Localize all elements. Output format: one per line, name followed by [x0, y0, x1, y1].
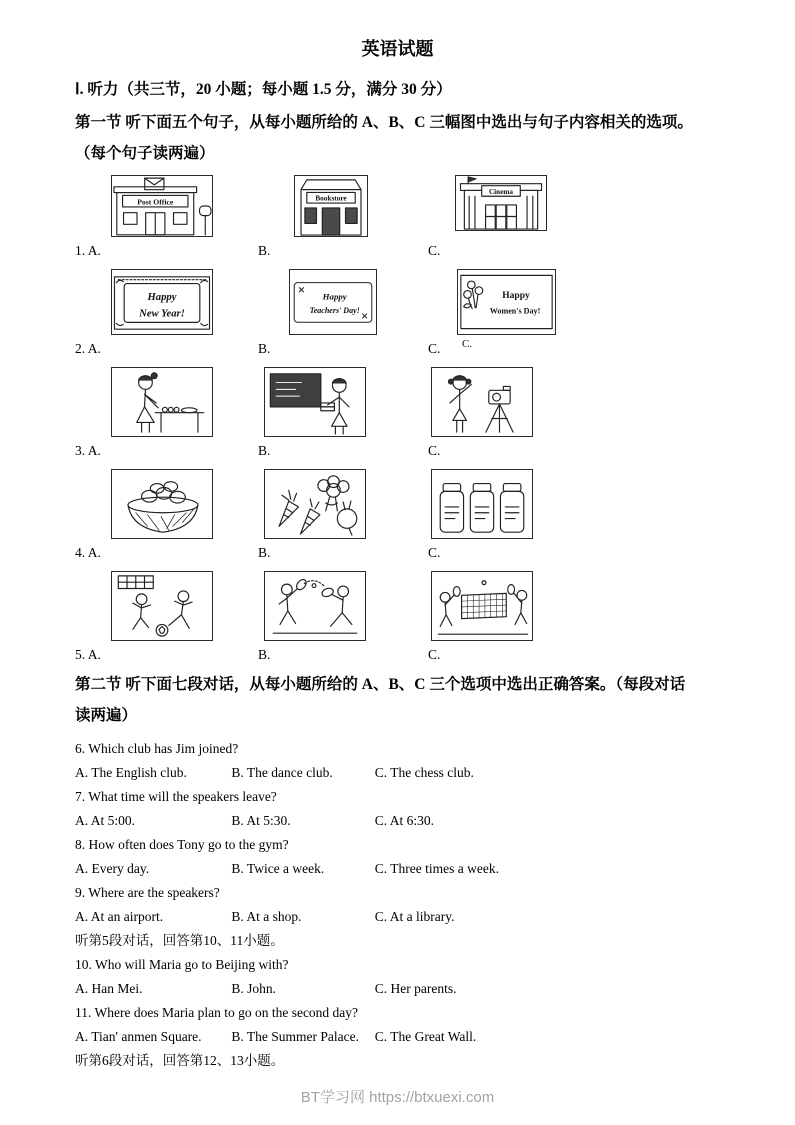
picture-row-3-labels	[75, 441, 720, 460]
question-6: 6. Which club has Jim joined?	[75, 741, 239, 756]
womens-day-text-line1: Happy	[502, 291, 530, 302]
bookstore-image	[294, 175, 368, 237]
option-label-1b: B.	[258, 243, 271, 258]
q10-option-a: A. Han Mei.	[75, 981, 143, 996]
question-11-options	[75, 1025, 720, 1049]
stray-option-c-label: C.	[462, 338, 473, 350]
post-office-sign-text: Post Office	[137, 197, 174, 207]
question-10: 10. Who will Maria go to Beijing with?	[75, 957, 289, 972]
question-8: 8. How often does Tony go to the gym?	[75, 837, 289, 852]
teacher-at-blackboard-image	[264, 367, 366, 437]
q8-option-a: A. Every day.	[75, 861, 150, 876]
picture-row-1	[75, 175, 720, 237]
picture-row-4-labels	[75, 543, 720, 562]
picture-row-5	[75, 571, 720, 641]
bookstore-sign-text: Bookstore	[315, 194, 347, 203]
q6-option-c: C. The chess club.	[374, 765, 474, 780]
section2-instruction-line1: 第二节 听下面七段对话，从每小题所给的 A、B、C 三个选项中选出正确答案。（每段对话	[75, 676, 686, 693]
q9-option-c: C. At a library.	[374, 909, 455, 924]
question-6-options	[75, 761, 720, 785]
option-label-4c: C.	[428, 545, 441, 560]
tennis-net-players-image	[431, 571, 533, 641]
happy-womens-day-card	[457, 269, 556, 335]
woman-making-food-image	[111, 367, 213, 437]
page-title: 英语试题	[361, 39, 434, 59]
option-label-5a: 5. A.	[75, 647, 101, 662]
dialog-5-note: 听第5段对话，回答第10、11小题。	[75, 933, 284, 948]
option-label-4a: 4. A.	[75, 545, 101, 560]
vegetables-image	[264, 469, 366, 539]
q11-option-a: A. Tian' anmen Square.	[75, 1029, 202, 1044]
new-year-text-line1: Happy	[147, 292, 177, 304]
q11-option-b: B. The Summer Palace.	[231, 1029, 359, 1044]
q7-option-c: C. At 6:30.	[374, 813, 435, 828]
option-label-2c: C.	[428, 341, 441, 356]
cinema-image	[455, 175, 547, 231]
question-7-options	[75, 809, 720, 833]
girl-with-camera-tripod-image	[431, 367, 533, 437]
q9-option-b: B. At a shop.	[231, 909, 302, 924]
picture-row-2-labels	[75, 339, 720, 358]
q9-option-a: A. At an airport.	[75, 909, 164, 924]
picture-row-1-labels	[75, 241, 720, 260]
option-label-5c: C.	[428, 647, 441, 662]
happy-teachers-day-card	[289, 269, 377, 335]
option-label-4b: B.	[258, 545, 271, 560]
option-label-2b: B.	[258, 341, 271, 356]
option-label-1a: 1. A.	[75, 243, 101, 258]
section1-instruction-line2: （每个句子读两遍）	[75, 145, 215, 162]
kids-playing-soccer-image	[111, 571, 213, 641]
picture-row-5-labels	[75, 645, 720, 664]
question-10-options	[75, 977, 720, 1001]
picture-row-4	[75, 469, 720, 539]
q10-option-b: B. John.	[231, 981, 277, 996]
section1-instruction-line1: 第一节 听下面五个句子，从每小题所给的 A、B、C 三幅图中选出与句子内容相关的选项。	[75, 114, 693, 131]
section2-instruction-line2: 读两遍）	[75, 707, 138, 724]
new-year-text-line2: New Year!	[139, 308, 185, 320]
question-7: 7. What time will the speakers leave?	[75, 789, 277, 804]
teachers-day-text-line1: Happy	[322, 291, 347, 302]
womens-day-text-line2: Women's Day!	[489, 306, 541, 316]
watermark-footer: BT学习网 https://btxuexi.com	[300, 1089, 495, 1106]
option-label-3b: B.	[258, 443, 271, 458]
happy-new-year-card	[111, 269, 213, 335]
badminton-players-image	[264, 571, 366, 641]
question-9: 9. Where are the speakers?	[75, 885, 220, 900]
part1-heading: Ⅰ. 听力（共三节，20 小题；每小题 1.5 分，满分 30 分）	[75, 81, 452, 98]
option-label-2a: 2. A.	[75, 341, 101, 356]
option-label-5b: B.	[258, 647, 271, 662]
teachers-day-text-line2: Teachers' Day!	[309, 305, 360, 315]
cinema-sign-text: Cinema	[488, 187, 514, 196]
picture-row-3	[75, 367, 720, 437]
q6-option-b: B. The dance club.	[231, 765, 333, 780]
q8-option-c: C. Three times a week.	[374, 861, 499, 876]
basket-of-eggs-image	[111, 469, 213, 539]
option-label-1c: C.	[428, 243, 441, 258]
three-jars-image	[431, 469, 533, 539]
dialog-6-note: 听第6段对话，回答第12、13小题。	[75, 1053, 285, 1068]
question-11: 11. Where does Maria plan to go on the second day?	[75, 1005, 359, 1020]
q10-option-c: C. Her parents.	[374, 981, 457, 996]
q8-option-b: B. Twice a week.	[231, 861, 325, 876]
q11-option-c: C. The Great Wall.	[374, 1029, 477, 1044]
q6-option-a: A. The English club.	[75, 765, 187, 780]
question-9-options	[75, 905, 720, 929]
q7-option-a: A. At 5:00.	[75, 813, 136, 828]
option-label-3a: 3. A.	[75, 443, 101, 458]
option-label-3c: C.	[428, 443, 441, 458]
question-8-options	[75, 857, 720, 881]
post-office-image	[111, 175, 213, 237]
q7-option-b: B. At 5:30.	[231, 813, 291, 828]
